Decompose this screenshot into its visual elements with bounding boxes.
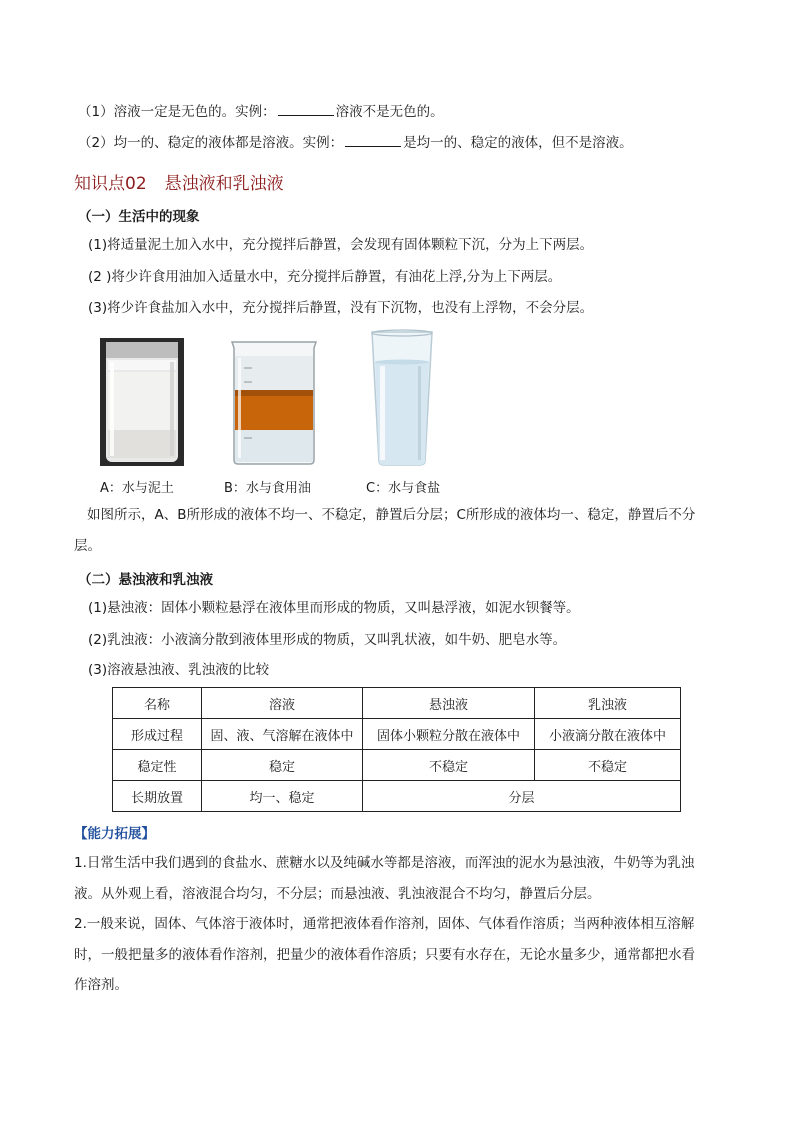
- part2-item-1: (1)悬浊液：固体小颗粒悬浮在液体里而形成的物质，又叫悬浮液，如泥水钡餐等。: [88, 600, 580, 616]
- table-cell: 均一、稳定: [202, 781, 363, 812]
- section-title: 悬浊液和乳浊液: [164, 174, 284, 194]
- part1-summary-line-1: 如图所示，A、B所形成的液体不均一、不稳定，静置后分层；C所形成的液体均一、稳定，静置后不分: [87, 507, 696, 523]
- table-cell: 小液滴分散在液体中: [535, 719, 681, 750]
- caption-a: A：水与泥土: [100, 481, 174, 496]
- extension-p2-line-3: 作溶剂。: [74, 977, 128, 993]
- part2-heading: （二）悬浊液和乳浊液: [78, 572, 213, 588]
- table-cell: 乳浊液: [535, 688, 681, 719]
- caption-c: C：水与食盐: [366, 481, 441, 496]
- extension-p1-line-1: 1.日常生活中我们遇到的食盐水、蔗糖水以及纯碱水等都是溶液，而浑浊的泥水为悬浊液，牛奶等为乳浊: [74, 855, 695, 871]
- intro-line-2-suffix: 是均一的、稳定的液体，但不是溶液。: [403, 135, 633, 151]
- answer-blank-2[interactable]: [345, 132, 401, 147]
- part1-summary-line-2: 层。: [74, 538, 101, 554]
- section-heading: [74, 169, 284, 194]
- intro-line-2: [78, 132, 633, 153]
- part2-item-3: (3)溶液悬浊液、乳浊液的比较: [88, 662, 270, 678]
- section-number: 知识点02: [74, 174, 147, 194]
- table-cell: 悬浊液: [363, 688, 535, 719]
- table-cell: 不稳定: [363, 750, 535, 781]
- table-cell: 溶液: [202, 688, 363, 719]
- intro-line-1-prefix: （1）溶液一定是无色的。实例：: [78, 104, 276, 120]
- table-row-stability: [113, 750, 681, 781]
- table-row-formation: [113, 719, 681, 750]
- table-cell: 不稳定: [535, 750, 681, 781]
- part2-item-2: (2)乳浊液：小液滴分散到液体里形成的物质，又叫乳状液，如牛奶、肥皂水等。: [88, 632, 567, 648]
- oil-water-photo: [226, 338, 322, 466]
- comparison-table: [112, 687, 681, 812]
- part1-summary: [74, 500, 724, 562]
- part1-heading: （一）生活中的现象: [78, 209, 200, 225]
- table-cell: 分层: [363, 781, 681, 812]
- table-cell: 稳定: [202, 750, 363, 781]
- table-row-longterm: [113, 781, 681, 812]
- intro-line-1-suffix: 溶液不是无色的。: [335, 104, 444, 120]
- part1-item-1: (1)将适量泥土加入水中，充分搅拌后静置，会发现有固体颗粒下沉，分为上下两层。: [88, 237, 594, 253]
- intro-line-2-prefix: （2）均一的、稳定的液体都是溶液。实例：: [78, 135, 344, 151]
- table-cell: 固、液、气溶解在液体中: [202, 719, 363, 750]
- part1-item-3: (3)将少许食盐加入水中，充分搅拌后静置，没有下沉物，也没有上浮物，不会分层。: [88, 300, 594, 316]
- table-cell: 长期放置: [113, 781, 202, 812]
- table-cell: 形成过程: [113, 719, 202, 750]
- extension-p1-line-2: 液。从外观上看，溶液混合均匀，不分层；而悬浊液、乳浊液混合不均匀，静置后分层。: [74, 885, 601, 902]
- extension-p2-line-1: 2.一般来说，固体、气体溶于液体时，通常把液体看作溶剂，固体、气体看作溶质；当两种液体相互溶解: [74, 916, 695, 932]
- salt-water-photo: [370, 328, 434, 466]
- extension-p2-line-2: 时，一般把量多的液体看作溶剂，把量少的液体看作溶质；只要有水存在，无论水量多少，通常都把水看: [74, 946, 695, 963]
- table-row-header: [113, 688, 681, 719]
- extension-heading: 【能力拓展】: [74, 826, 155, 842]
- extension-body: [74, 848, 722, 1001]
- caption-b: B：水与食用油: [224, 481, 311, 496]
- table-cell: 稳定性: [113, 750, 202, 781]
- table-cell: 名称: [113, 688, 202, 719]
- table-cell: 固体小颗粒分散在液体中: [363, 719, 535, 750]
- part1-item-2: (2 )将少许食用油加入适量水中，充分搅拌后静置，有油花上浮,分为上下两层。: [88, 269, 562, 285]
- intro-line-1: [78, 101, 444, 122]
- answer-blank-1[interactable]: [278, 101, 334, 116]
- mud-water-photo: [100, 338, 184, 466]
